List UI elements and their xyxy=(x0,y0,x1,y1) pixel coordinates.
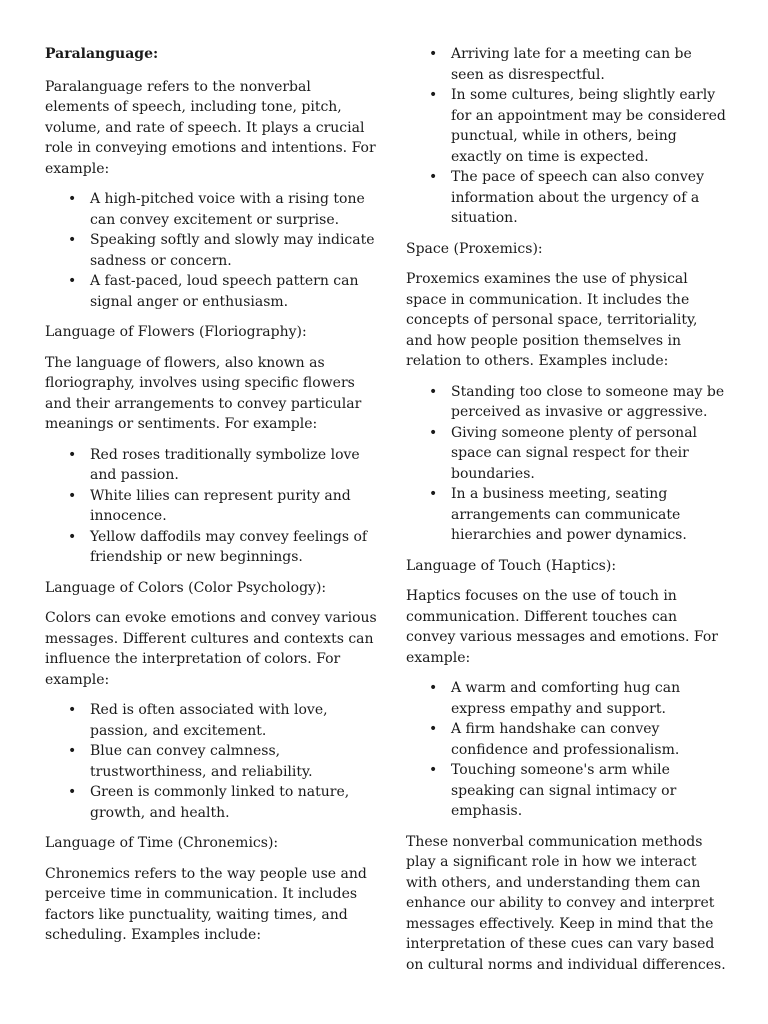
list-item: • A firm handshake can convey confidence and professionalism. xyxy=(451,719,728,760)
list-item: • Green is commonly linked to nature, growth, and health. xyxy=(90,782,377,823)
list-item: • The pace of speech can also convey information about the urgency of a situation. xyxy=(451,167,728,229)
list-item: • Arriving late for a meeting can be seen as disrespectful. xyxy=(451,44,728,85)
space-list xyxy=(406,382,728,546)
list-item: • White lilies can represent purity and innocence. xyxy=(90,486,377,527)
time-intro: Chronemics refers to the way people use and perceive time in communication. It includes factors like punctuality, waiting times, and scheduling. Examples include: xyxy=(45,865,367,943)
list-item: • Speaking softly and slowly may indicate sadness or concern. xyxy=(90,230,377,271)
flowers-intro: The language of flowers, also known as floriography, involves using specific flowers and their arrangements to convey particular meanings or sentiments. For example: xyxy=(45,354,362,432)
paralanguage-intro: Paralanguage refers to the nonverbal elements of speech, including tone, pitch, volume, and rate of speech. It plays a crucial role in conveying emotions and intentions. For example: xyxy=(45,78,376,177)
list-item: • Yellow daffodils may convey feelings of friendship or new beginnings. xyxy=(90,527,377,568)
section-heading-space: Space (Proxemics): xyxy=(406,240,543,257)
colors-intro: Colors can evoke emotions and convey various messages. Different cultures and contexts can influence the interpretation of colors. For example: xyxy=(45,610,377,688)
left-column xyxy=(45,44,377,956)
paralanguage-list xyxy=(45,189,377,312)
space-intro: Proxemics examines the use of physical space in communication. It includes the concepts of personal space, territoriality, and how people position themselves in relation to others. Examples include: xyxy=(406,271,698,369)
list-item: • Touching someone's arm while speaking can signal intimacy or emphasis. xyxy=(451,760,728,822)
section-heading-touch: Language of Touch (Haptics): xyxy=(406,557,617,574)
right-column xyxy=(406,44,728,985)
section-heading-colors: Language of Colors (Color Psychology): xyxy=(45,579,327,596)
section-heading-time: Language of Time (Chronemics): xyxy=(45,835,279,851)
list-item: • A warm and comforting hug can express empathy and support. xyxy=(451,678,728,719)
time-list xyxy=(406,44,728,229)
list-item: • Blue can convey calmness, trustworthiness, and reliability. xyxy=(90,741,377,782)
conclusion-paragraph: These nonverbal communication methods play a significant role in how we interact with others, and understanding them can enhance our ability to convey and interpret messages effectively. Keep in mind that the interpretation of these cues can vary based on cultural norms and individual differences. xyxy=(406,833,726,973)
touch-list xyxy=(406,678,728,822)
list-item: • Red is often associated with love, passion, and excitement. xyxy=(90,700,377,741)
list-item: • In some cultures, being slightly early for an appointment may be considered punctual, while in others, being exactly on time is expected. xyxy=(451,85,728,167)
section-heading-flowers: Language of Flowers (Floriography): xyxy=(45,324,307,340)
colors-list xyxy=(45,700,377,823)
list-item: • Standing too close to someone may be perceived as invasive or aggressive. xyxy=(451,382,728,423)
flowers-list xyxy=(45,445,377,568)
section-title-paralanguage: Paralanguage: xyxy=(45,46,159,62)
list-item: • In a business meeting, seating arrangements can communicate hierarchies and power dynamics. xyxy=(451,484,728,546)
list-item: • Red roses traditionally symbolize love and passion. xyxy=(90,445,377,486)
touch-intro: Haptics focuses on the use of touch in communication. Different touches can convey various messages and emotions. For example: xyxy=(406,588,718,666)
list-item: • A high-pitched voice with a rising tone can convey excitement or surprise. xyxy=(90,189,377,230)
list-item: • Giving someone plenty of personal space can signal respect for their boundaries. xyxy=(451,423,728,485)
list-item: • A fast-paced, loud speech pattern can signal anger or enthusiasm. xyxy=(90,271,377,312)
